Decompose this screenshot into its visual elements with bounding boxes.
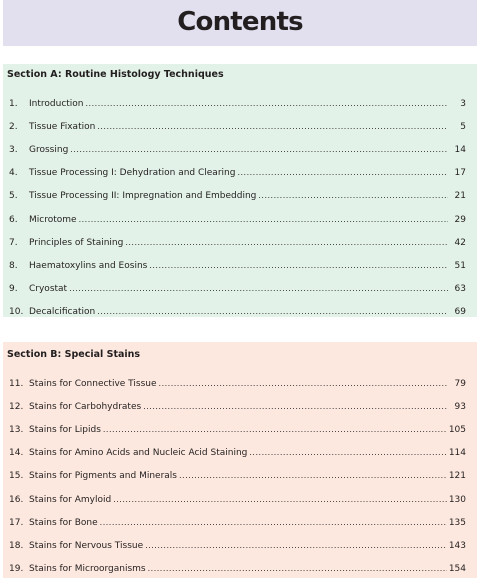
entry-number: 4. xyxy=(9,168,18,179)
page-number: 14 xyxy=(454,144,466,155)
toc-entry[interactable] xyxy=(3,301,477,324)
dot-leader xyxy=(145,542,447,550)
dot-leader xyxy=(70,146,448,154)
page-number: 69 xyxy=(454,307,466,318)
dot-leader xyxy=(149,262,448,270)
page-number: 51 xyxy=(454,260,466,271)
page-number: 143 xyxy=(448,540,466,551)
toc-entry[interactable] xyxy=(3,115,477,138)
page-number: 17 xyxy=(454,168,466,179)
toc-entry[interactable] xyxy=(3,534,477,557)
page-number: 63 xyxy=(454,284,466,295)
page-number: 105 xyxy=(448,424,466,435)
toc-entry[interactable] xyxy=(3,511,477,534)
entry-number: 14. xyxy=(9,448,24,459)
entry-number: 8. xyxy=(9,260,18,271)
page-number: 29 xyxy=(454,214,466,225)
toc-entry[interactable] xyxy=(3,231,477,254)
toc-entry[interactable] xyxy=(3,162,477,185)
entry-title: Grossing xyxy=(29,144,69,155)
toc-entry[interactable] xyxy=(3,488,477,511)
dot-leader xyxy=(79,216,448,224)
toc-entry[interactable] xyxy=(3,208,477,231)
entry-number: 7. xyxy=(9,237,18,248)
page-number: 79 xyxy=(454,378,466,389)
entry-number: 13. xyxy=(9,424,24,435)
entry-number: 15. xyxy=(9,471,24,482)
page-number: 130 xyxy=(448,494,466,505)
dot-leader xyxy=(237,169,448,177)
entry-title: Stains for Connective Tissue xyxy=(29,378,157,389)
toc-entry[interactable] xyxy=(3,418,477,441)
toc-list xyxy=(3,92,477,324)
section-a xyxy=(3,64,477,317)
entry-title: Stains for Bone xyxy=(29,517,98,528)
page-number: 154 xyxy=(448,564,466,575)
toc-entry[interactable] xyxy=(3,442,477,465)
dot-leader xyxy=(179,472,447,480)
dot-leader xyxy=(148,565,447,573)
dot-leader xyxy=(258,192,448,200)
section-heading: Section A: Routine Histology Techniques xyxy=(7,69,224,80)
page-number: 121 xyxy=(448,471,466,482)
dot-leader xyxy=(249,449,446,457)
entry-title: Introduction xyxy=(29,98,84,109)
entry-title: Stains for Pigments and Minerals xyxy=(29,471,177,482)
entry-title: Stains for Lipids xyxy=(29,424,101,435)
page-number: 5 xyxy=(460,121,466,132)
section-b xyxy=(3,342,477,578)
entry-number: 16. xyxy=(9,494,24,505)
toc-entry[interactable] xyxy=(3,92,477,115)
page-number: 114 xyxy=(448,448,466,459)
page-number: 3 xyxy=(460,98,466,109)
entry-number: 19. xyxy=(9,564,24,575)
dot-leader xyxy=(125,239,448,247)
entry-title: Cryostat xyxy=(29,284,68,295)
entry-number: 5. xyxy=(9,191,18,202)
entry-title: Tissue Processing II: Impregnation and Embedding xyxy=(29,191,257,202)
toc-entry[interactable] xyxy=(3,278,477,301)
page-number: 42 xyxy=(454,237,466,248)
toc-entry[interactable] xyxy=(3,372,477,395)
toc-entry[interactable] xyxy=(3,254,477,277)
entry-number: 11. xyxy=(9,378,24,389)
dot-leader xyxy=(69,285,448,293)
entry-number: 3. xyxy=(9,144,18,155)
entry-number: 9. xyxy=(9,284,18,295)
entry-title: Stains for Carbohydrates xyxy=(29,401,142,412)
section-heading: Section B: Special Stains xyxy=(7,349,141,360)
page-number: 135 xyxy=(448,517,466,528)
entry-title: Microtome xyxy=(29,214,77,225)
entry-title: Stains for Amino Acids and Nucleic Acid Staining xyxy=(29,448,248,459)
entry-title: Decalcification xyxy=(29,307,96,318)
dot-leader xyxy=(113,496,447,504)
dot-leader xyxy=(143,403,448,411)
toc-entry[interactable] xyxy=(3,465,477,488)
toc-entry[interactable] xyxy=(3,395,477,418)
entry-title: Stains for Nervous Tissue xyxy=(29,540,144,551)
dot-leader xyxy=(103,426,447,434)
dot-leader xyxy=(159,380,448,388)
title-banner xyxy=(3,0,477,46)
toc-list xyxy=(3,372,477,581)
entry-number: 18. xyxy=(9,540,24,551)
entry-title: Principles of Staining xyxy=(29,237,124,248)
page-number: 21 xyxy=(454,191,466,202)
entry-number: 6. xyxy=(9,214,18,225)
dot-leader xyxy=(97,123,448,131)
dot-leader xyxy=(97,308,448,316)
page-title: Contents xyxy=(177,7,303,37)
entry-number: 12. xyxy=(9,401,24,412)
entry-number: 10. xyxy=(9,307,24,318)
entry-title: Stains for Amyloid xyxy=(29,494,112,505)
page-number: 93 xyxy=(454,401,466,412)
toc-entry[interactable] xyxy=(3,185,477,208)
entry-title: Haematoxylins and Eosins xyxy=(29,260,148,271)
entry-number: 2. xyxy=(9,121,18,132)
toc-entry[interactable] xyxy=(3,558,477,581)
dot-leader xyxy=(100,519,447,527)
entry-number: 1. xyxy=(9,98,18,109)
entry-title: Stains for Microorganisms xyxy=(29,564,146,575)
entry-title: Tissue Fixation xyxy=(29,121,96,132)
toc-entry[interactable] xyxy=(3,138,477,161)
dot-leader xyxy=(86,100,448,108)
entry-number: 17. xyxy=(9,517,24,528)
entry-title: Tissue Processing I: Dehydration and Clearing xyxy=(29,168,236,179)
